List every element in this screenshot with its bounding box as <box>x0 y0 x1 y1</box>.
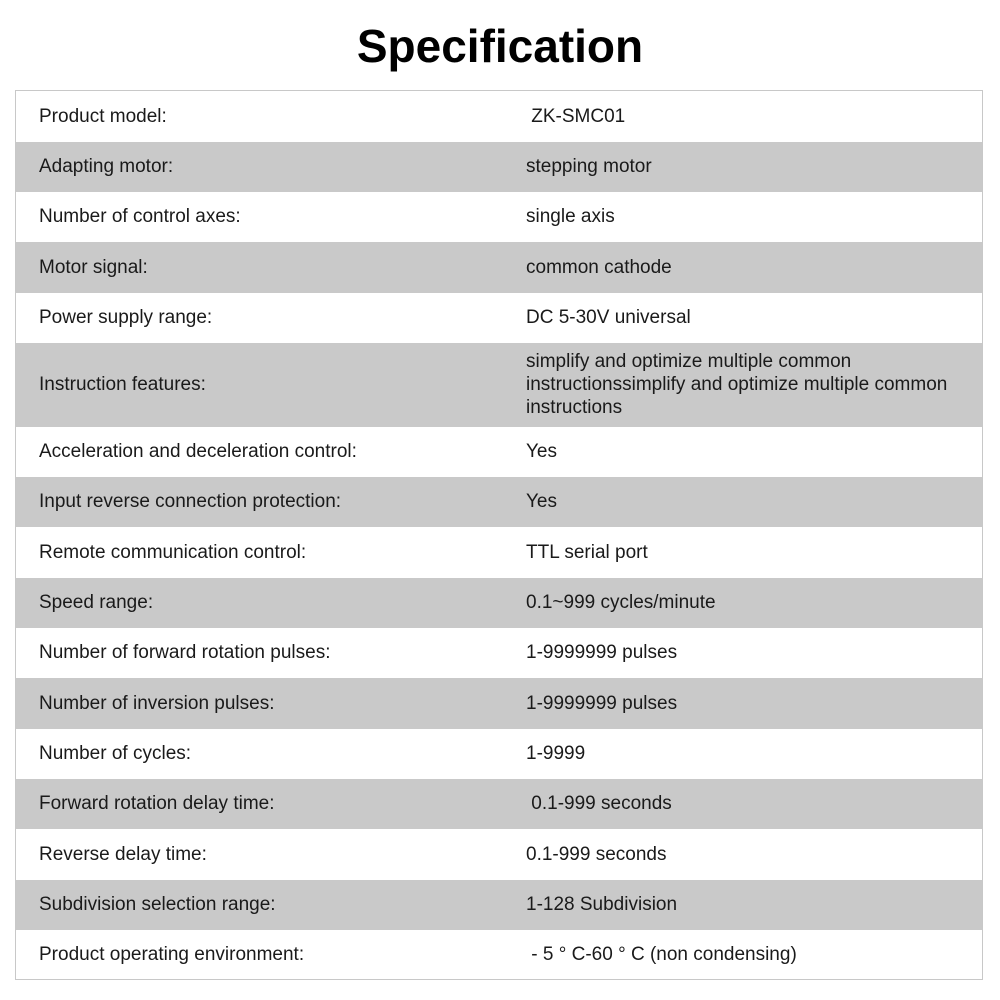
table-row <box>16 578 983 628</box>
table-row <box>16 678 983 729</box>
table-row <box>16 880 983 930</box>
table-row <box>16 829 983 880</box>
row-label: Product model: <box>16 91 505 142</box>
row-value: TTL serial port <box>504 527 983 578</box>
row-value: Yes <box>504 477 983 527</box>
table-row <box>16 142 983 192</box>
row-value: - 5 ° C-60 ° C (non condensing) <box>504 930 983 980</box>
table-row <box>16 343 983 427</box>
row-label: Subdivision selection range: <box>16 880 505 930</box>
table-row <box>16 91 983 142</box>
row-value: 1-9999999 pulses <box>504 678 983 729</box>
row-label: Reverse delay time: <box>16 829 505 880</box>
page-title: Specification <box>356 20 644 72</box>
row-value: 1-9999 <box>504 729 983 779</box>
row-value: 1-128 Subdivision <box>504 880 983 930</box>
table-row <box>16 293 983 343</box>
table-row <box>16 628 983 678</box>
row-value: 0.1~999 cycles/minute <box>504 578 983 628</box>
row-value: stepping motor <box>504 142 983 192</box>
table-row <box>16 779 983 829</box>
row-value: common cathode <box>504 242 983 293</box>
row-label: Number of forward rotation pulses: <box>16 628 505 678</box>
row-value: Yes <box>504 427 983 477</box>
table-row <box>16 930 983 980</box>
row-label: Power supply range: <box>16 293 505 343</box>
row-label: Speed range: <box>16 578 505 628</box>
table-row <box>16 427 983 477</box>
row-label: Instruction features: <box>16 343 505 427</box>
row-label: Number of cycles: <box>16 729 505 779</box>
row-value: single axis <box>504 192 983 242</box>
row-value: 0.1-999 seconds <box>504 779 983 829</box>
row-label: Remote communication control: <box>16 527 505 578</box>
row-value: DC 5-30V universal <box>504 293 983 343</box>
table-row <box>16 527 983 578</box>
row-value: 1-9999999 pulses <box>504 628 983 678</box>
row-label: Product operating environment: <box>16 930 505 980</box>
row-label: Forward rotation delay time: <box>16 779 505 829</box>
row-label: Adapting motor: <box>16 142 505 192</box>
specification-table <box>15 90 983 980</box>
row-value: ZK-SMC01 <box>504 91 983 142</box>
table-row <box>16 192 983 242</box>
row-value: 0.1-999 seconds <box>504 829 983 880</box>
table-row <box>16 477 983 527</box>
row-label: Number of inversion pulses: <box>16 678 505 729</box>
row-label: Motor signal: <box>16 242 505 293</box>
table-row <box>16 242 983 293</box>
row-label: Acceleration and deceleration control: <box>16 427 505 477</box>
table-row <box>16 729 983 779</box>
row-label: Number of control axes: <box>16 192 505 242</box>
row-label: Input reverse connection protection: <box>16 477 505 527</box>
row-value: simplify and optimize multiple common instructionssimplify and optimize multiple common instructions <box>504 343 983 427</box>
